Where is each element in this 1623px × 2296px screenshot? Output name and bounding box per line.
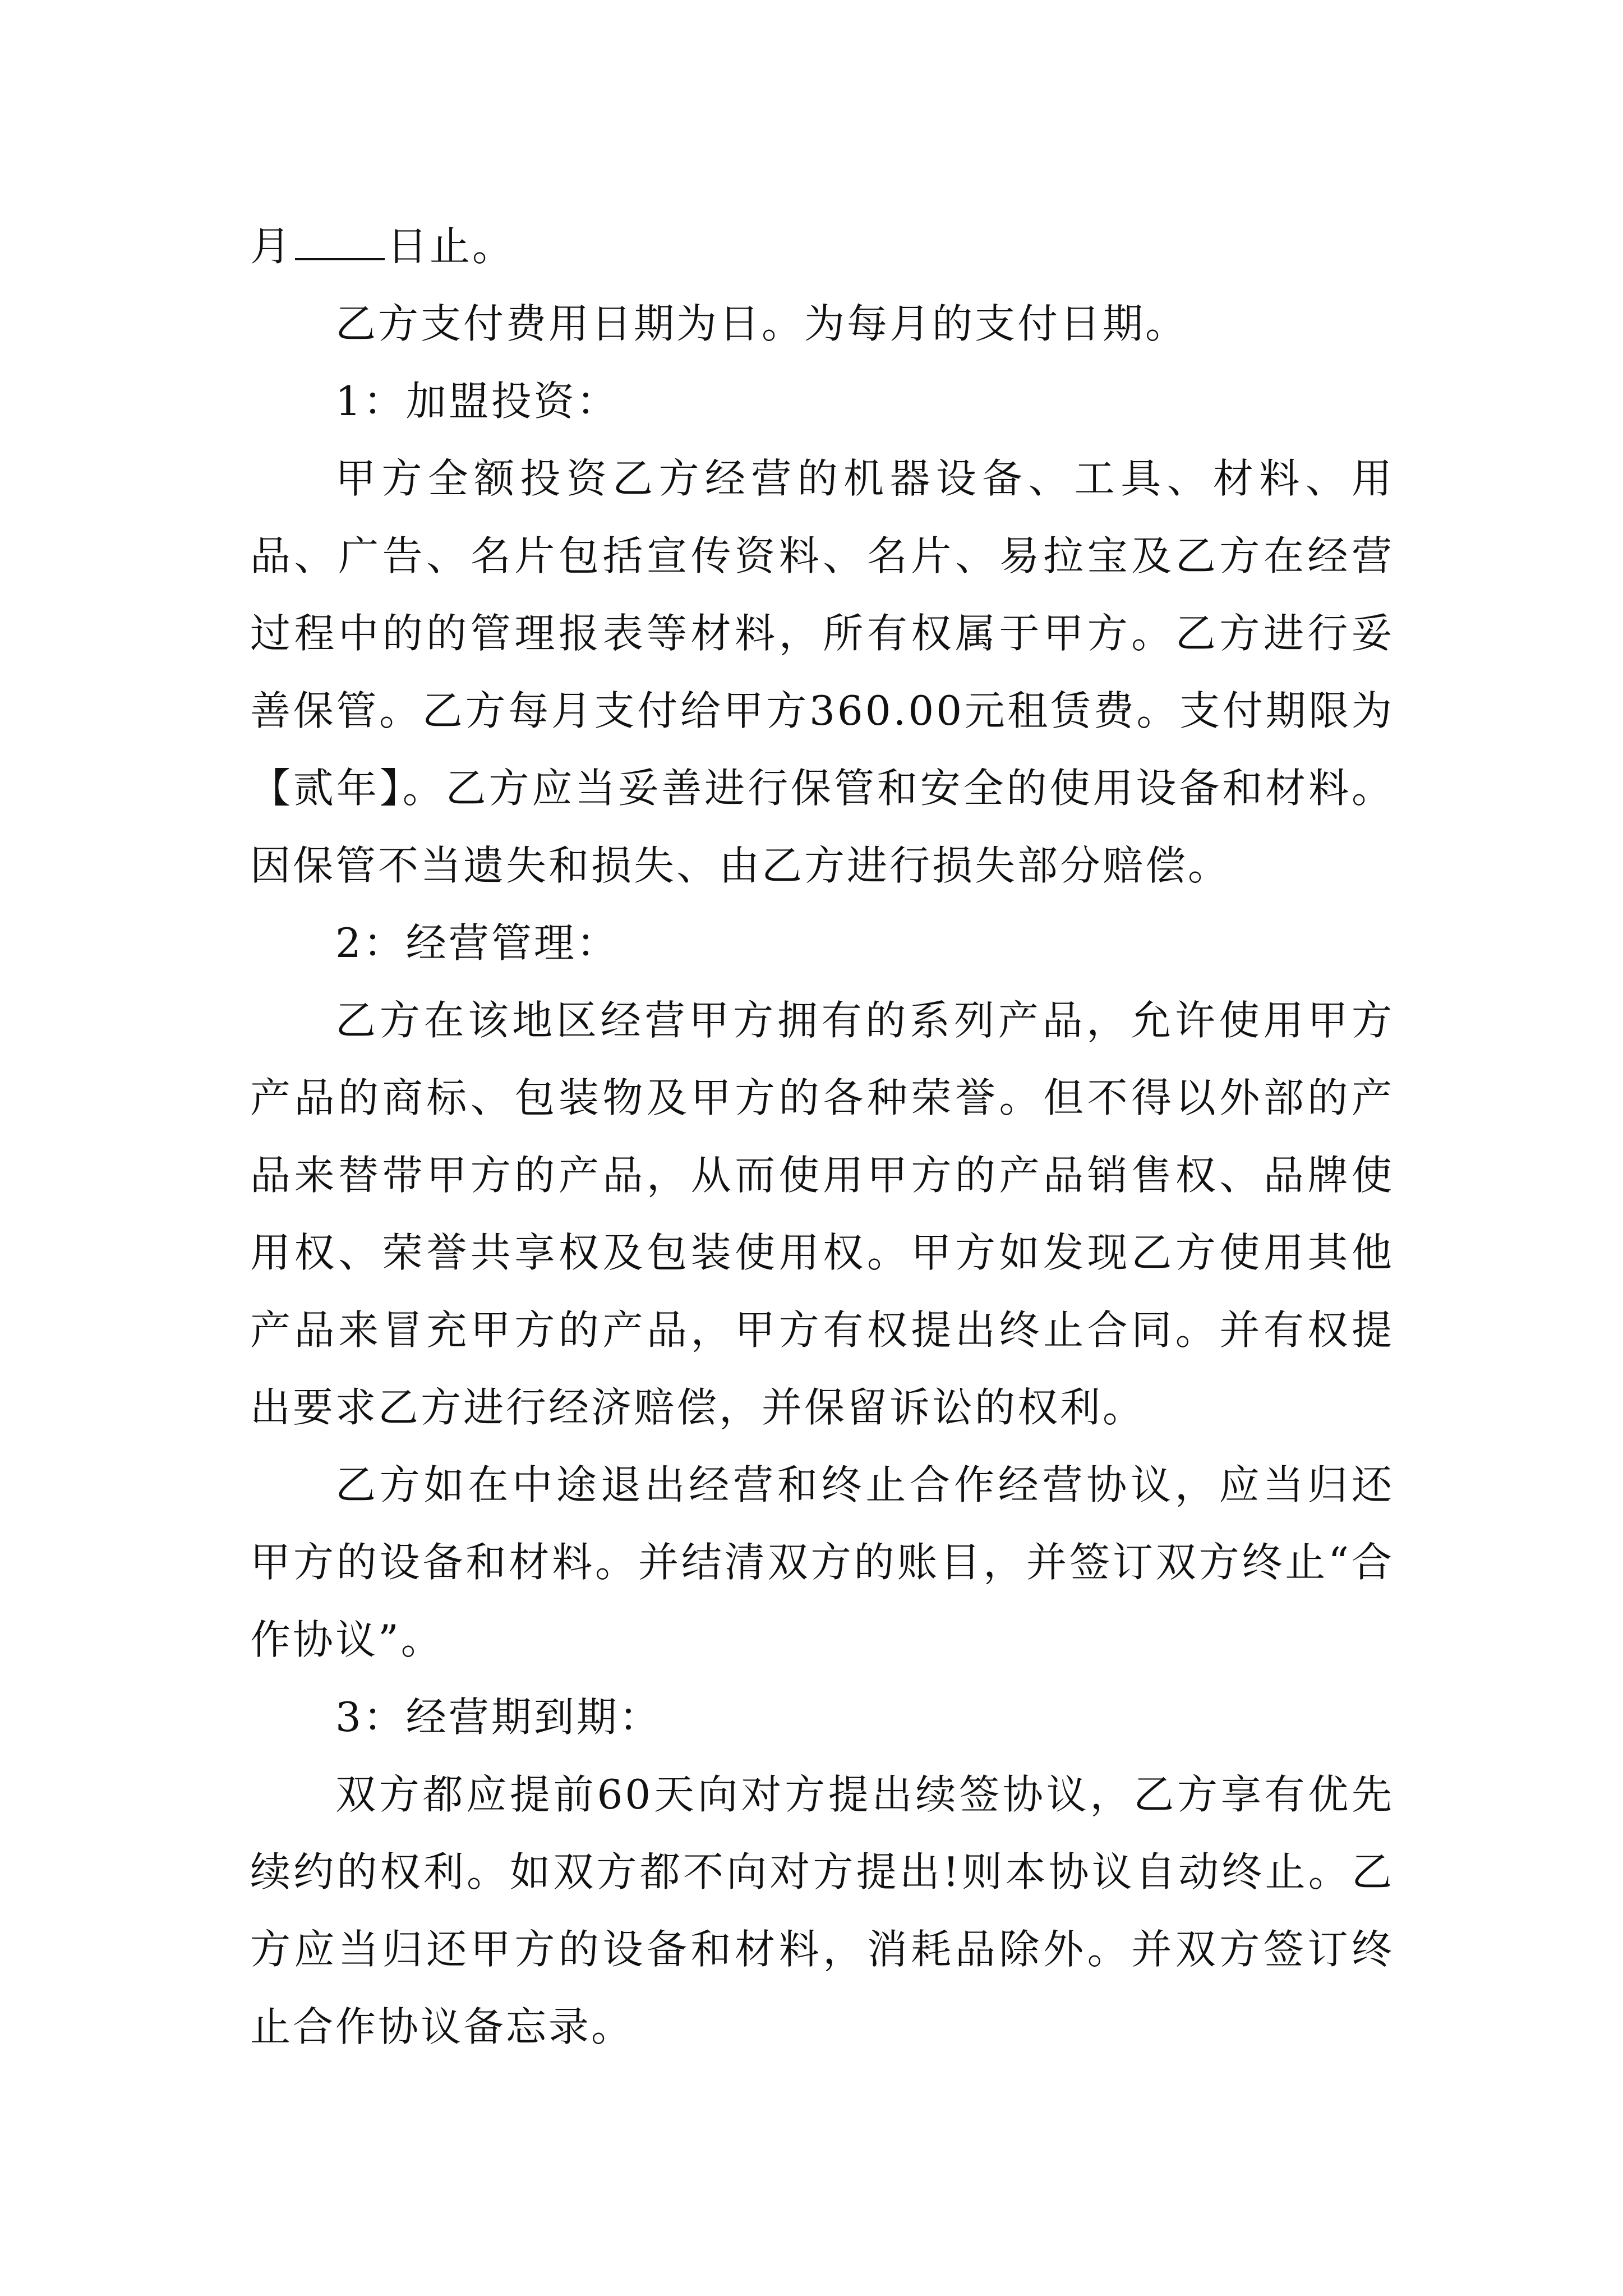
document-body: [250, 208, 1394, 2065]
date-month-text: 月: [250, 223, 293, 270]
paragraph-franchise-investment: 甲方全额投资乙方经营的机器设备、工具、材料、用品、广告、名片包括宣传资料、名片、易拉宝及乙方在经营过程中的的管理报表等材料，所有权属于甲方。乙方进行妥善保管。乙方每月支付给甲方360.00元租赁费。支付期限为【贰年】。乙方应当妥善进行保管和安全的使用设备和材料。因保管不当遗失和损失、由乙方进行损失部分赔偿。: [250, 455, 1394, 889]
paragraph-withdrawal: 乙方如在中途退出经营和终止合作经营协议，应当归还甲方的设备和材料。并结清双方的账目，并签订双方终止“合作协议”。: [250, 1461, 1394, 1663]
blank-underline: [295, 224, 385, 260]
paragraph-term-expiry: 双方都应提前60天向对方提出续签协议，乙方享有优先续约的权利。如双方都不向对方提出!则本协议自动终止。乙方应当归还甲方的设备和材料，消耗品除外。并双方签订终止合作协议备忘录。: [250, 1771, 1394, 2050]
paragraph-payment-date: 乙方支付费用日期为日。为每月的支付日期。: [335, 300, 1188, 347]
heading-franchise-investment: 1：加盟投资：: [335, 378, 619, 425]
paragraph-operation-management: 乙方在该地区经营甲方拥有的系列产品，允许使用甲方产品的商标、包装物及甲方的各种荣誉。但不得以外部的产品来替带甲方的产品，从而使用甲方的产品销售权、品牌使用权、荣誉共享权及包装使用权。甲方如发现乙方使用其他产品来冒充甲方的产品，甲方有权提出终止合同。并有权提出要求乙方进行经济赔偿，并保留诉讼的权利。: [250, 997, 1394, 1431]
date-end-text: 日止。: [387, 223, 515, 270]
heading-term-expiry: 3：经营期到期：: [335, 1694, 662, 1741]
paragraph-date-end: [250, 208, 1394, 285]
heading-operation-management: 2：经营管理：: [335, 919, 619, 967]
